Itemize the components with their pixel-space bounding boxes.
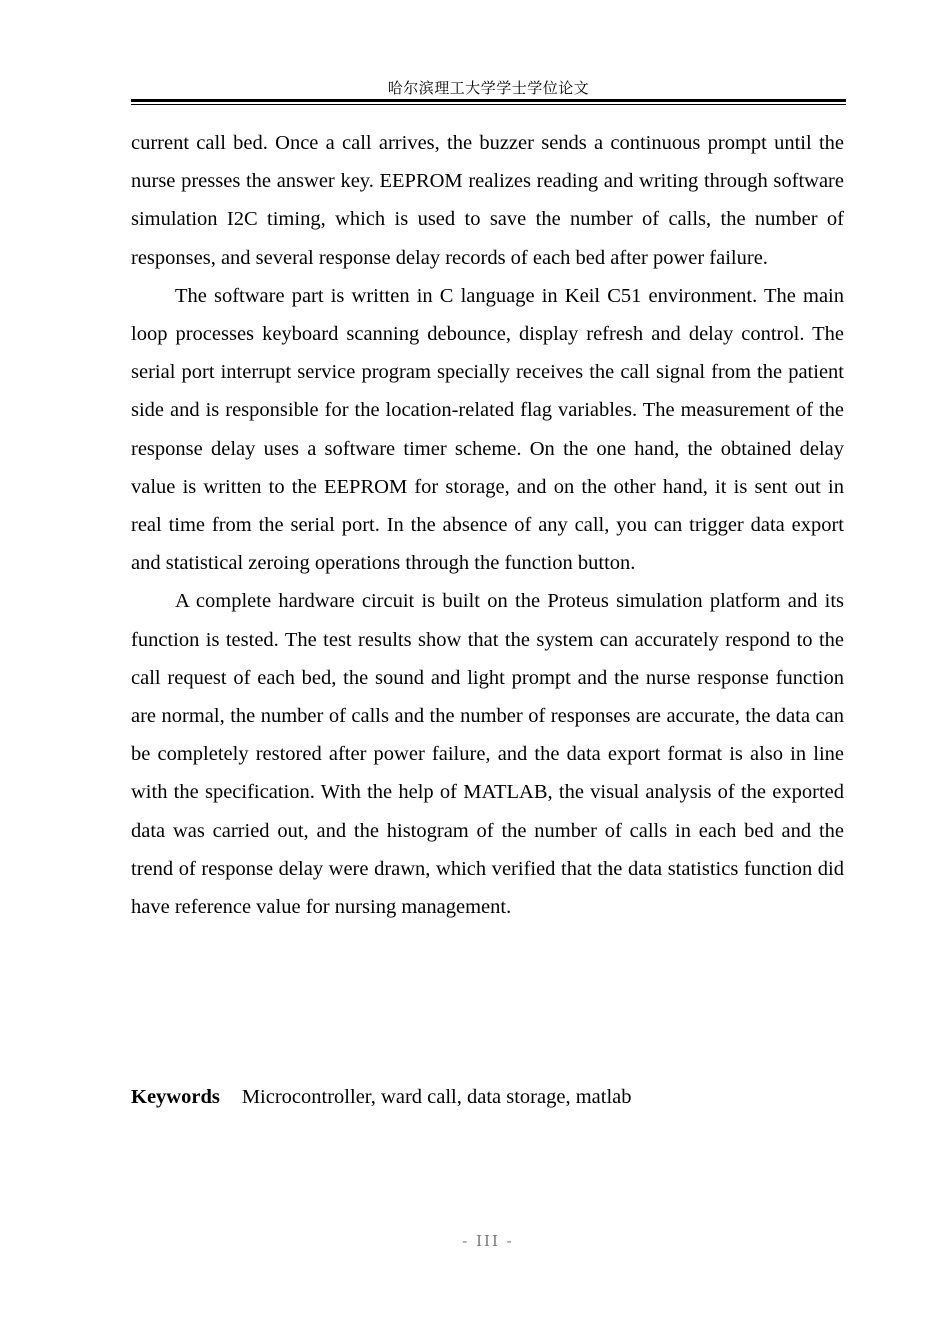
keywords-text: Microcontroller, ward call, data storage, matlab xyxy=(241,1086,632,1108)
page-header-title: 哈尔滨理工大学学士学位论文 xyxy=(387,79,590,97)
paragraph-continued: current call bed. Once a call arrives, the buzzer sends a continuous prompt until the nurse presses the answer key. EEPROM realizes reading and writing through software simulation I2C timing, which is used to save the number of calls, the number of responses, and several response delay records of each bed after power failure. xyxy=(131,132,844,269)
keywords-line xyxy=(131,1078,844,1116)
paragraph-software: The software part is written in C language in Keil C51 environment. The main loop processes keyboard scanning debounce, display refresh and delay control. The serial port interrupt service program specially receives the call signal from the patient side and is responsible for the location-related flag variables. The measurement of the response delay uses a software timer scheme. On the one hand, the obtained delay value is written to the EEPROM for storage, and on the other hand, it is sent out in real time from the serial port. In the absence of any call, you can trigger data export and statistical zeroing operations through the function button. xyxy=(131,284,844,575)
page-number: - III - xyxy=(462,1232,514,1250)
paragraph-hardware: A complete hardware circuit is built on the Proteus simulation platform and its function is tested. The test results show that the system can accurately respond to the call request of each bed, the sound and light prompt and the nurse response function are normal, the number of calls and the number of responses are accurate, the data can be completely restored after power failure, and the data export format is also in line with the specification. With the help of MATLAB, the visual analysis of the exported data was carried out, and the histogram of the number of calls in each bed and the trend of response delay were drawn, which verified that the data statistics function did have reference value for nursing management. xyxy=(131,590,844,919)
header-rule-thin xyxy=(131,104,846,105)
header-rule-thick xyxy=(131,99,846,102)
keywords-label: Keywords xyxy=(131,1086,220,1108)
abstract-body xyxy=(131,124,844,926)
